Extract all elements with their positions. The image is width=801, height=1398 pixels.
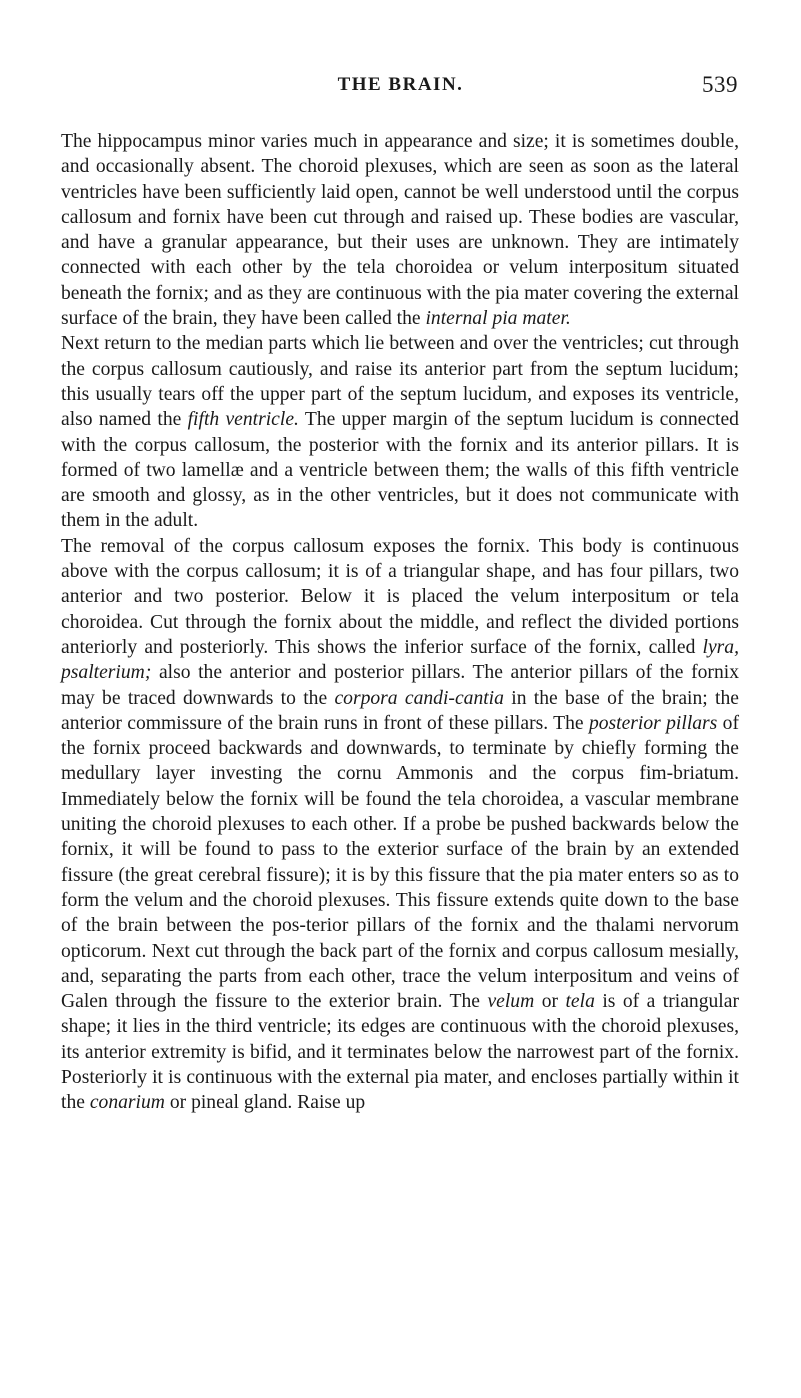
italic-term: fifth ventricle. <box>187 409 299 431</box>
page-header <box>0 74 801 104</box>
text-run: or pineal gland. Raise up <box>164 1092 366 1114</box>
body-text <box>61 129 739 1116</box>
italic-term: posterior pillars <box>588 712 718 734</box>
italic-term: tela <box>565 991 595 1013</box>
italic-term: internal pia mater. <box>425 308 571 330</box>
paragraph-fornix-velum <box>61 534 739 1116</box>
text-run: is of a triangular shape; it lies in the third ventricle; its edges are continuous with the choroid plexuses, its anterior extremity is bifid, and it terminates below the narrowest part of the fornix. Posteriorly it is continuous with the external pia mater, and encloses partially within it the <box>61 991 739 1114</box>
italic-term: corpora candi-cantia <box>334 687 504 709</box>
paragraph-fifth-ventricle <box>61 331 739 533</box>
running-head: THE BRAIN. <box>337 74 464 95</box>
italic-term: conarium <box>89 1092 165 1114</box>
italic-term: lyra, psalterium; <box>61 636 739 684</box>
text-run: in the base of the brain; the anterior commissure of the brain runs in front of these pillars. The <box>61 687 739 734</box>
paragraph-hippocampus-choroid <box>61 129 739 331</box>
text-run: The removal of the corpus callosum exposes the fornix. This body is continuous above with the corpus callosum; it is of a triangular shape, and has four pillars, two anterior and two posterior. Below it is placed the velum interpositum or tela choroidea. Cut through the fornix about the middle, and reflect the divided portions anteriorly and posteriorly. This shows the inferior surface of the fornix, called <box>61 535 739 658</box>
text-run: Next return to the median parts which lie between and over the ventricles; cut through the corpus callosum cautiously, and raise its anterior part from the septum lucidum; this usually tears off the upper part of the septum lucidum, and exposes its ventricle, also named the <box>61 333 739 431</box>
text-run: also the anterior and posterior pillars. The anterior pillars of the fornix may be traced downwards to the <box>61 662 739 709</box>
text-run: The upper margin of the septum lucidum is connected with the corpus callosum, the posterior with the fornix and its anterior pillars. It is formed of two lamellæ and a ventricle between them; the walls of this fifth ventricle are smooth and glossy, as in the other ventricles, but it does not communicate with them in the adult. <box>61 409 739 532</box>
text-run: The hippocampus minor varies much in appearance and size; it is sometimes double, and occasionally absent. The choroid plexuses, which are seen as soon as the lateral ventricles have been sufficiently laid open, cannot be well understood until the corpus callosum and fornix have been cut through and raised up. These bodies are vascular, and have a granular appearance, but their uses are unknown. They are intimately connected with each other by the tela choroidea or velum interpositum situated beneath the fornix; and as they are continuous with the pia mater covering the external surface of the brain, they have been called the <box>61 131 739 330</box>
text-run: of the fornix proceed backwards and downwards, to terminate by chiefly forming the medullary layer investing the cornu Ammonis and the corpus fim-briatum. Immediately below the fornix will be found the tela choroidea, a vascular membrane uniting the choroid plexuses to each other. If a probe be pushed backwards below the fornix, it will be found to pass to the exterior surface of the brain by an extended fissure (the great cerebral fissure); it is by this fissure that the pia mater enters so as to form the velum and the choroid plexuses. This fissure extends quite down to the base of the brain between the pos-terior pillars of the fornix and the thalami nervorum opticorum. Next cut through the back part of the fornix and corpus callosum mesially, and, separating the parts from each other, trace the velum interpositum and veins of Galen through the fissure to the exterior brain. The <box>61 712 739 1013</box>
italic-term: velum <box>487 991 535 1013</box>
text-run: or <box>534 991 566 1013</box>
page-number: 539 <box>702 72 738 97</box>
